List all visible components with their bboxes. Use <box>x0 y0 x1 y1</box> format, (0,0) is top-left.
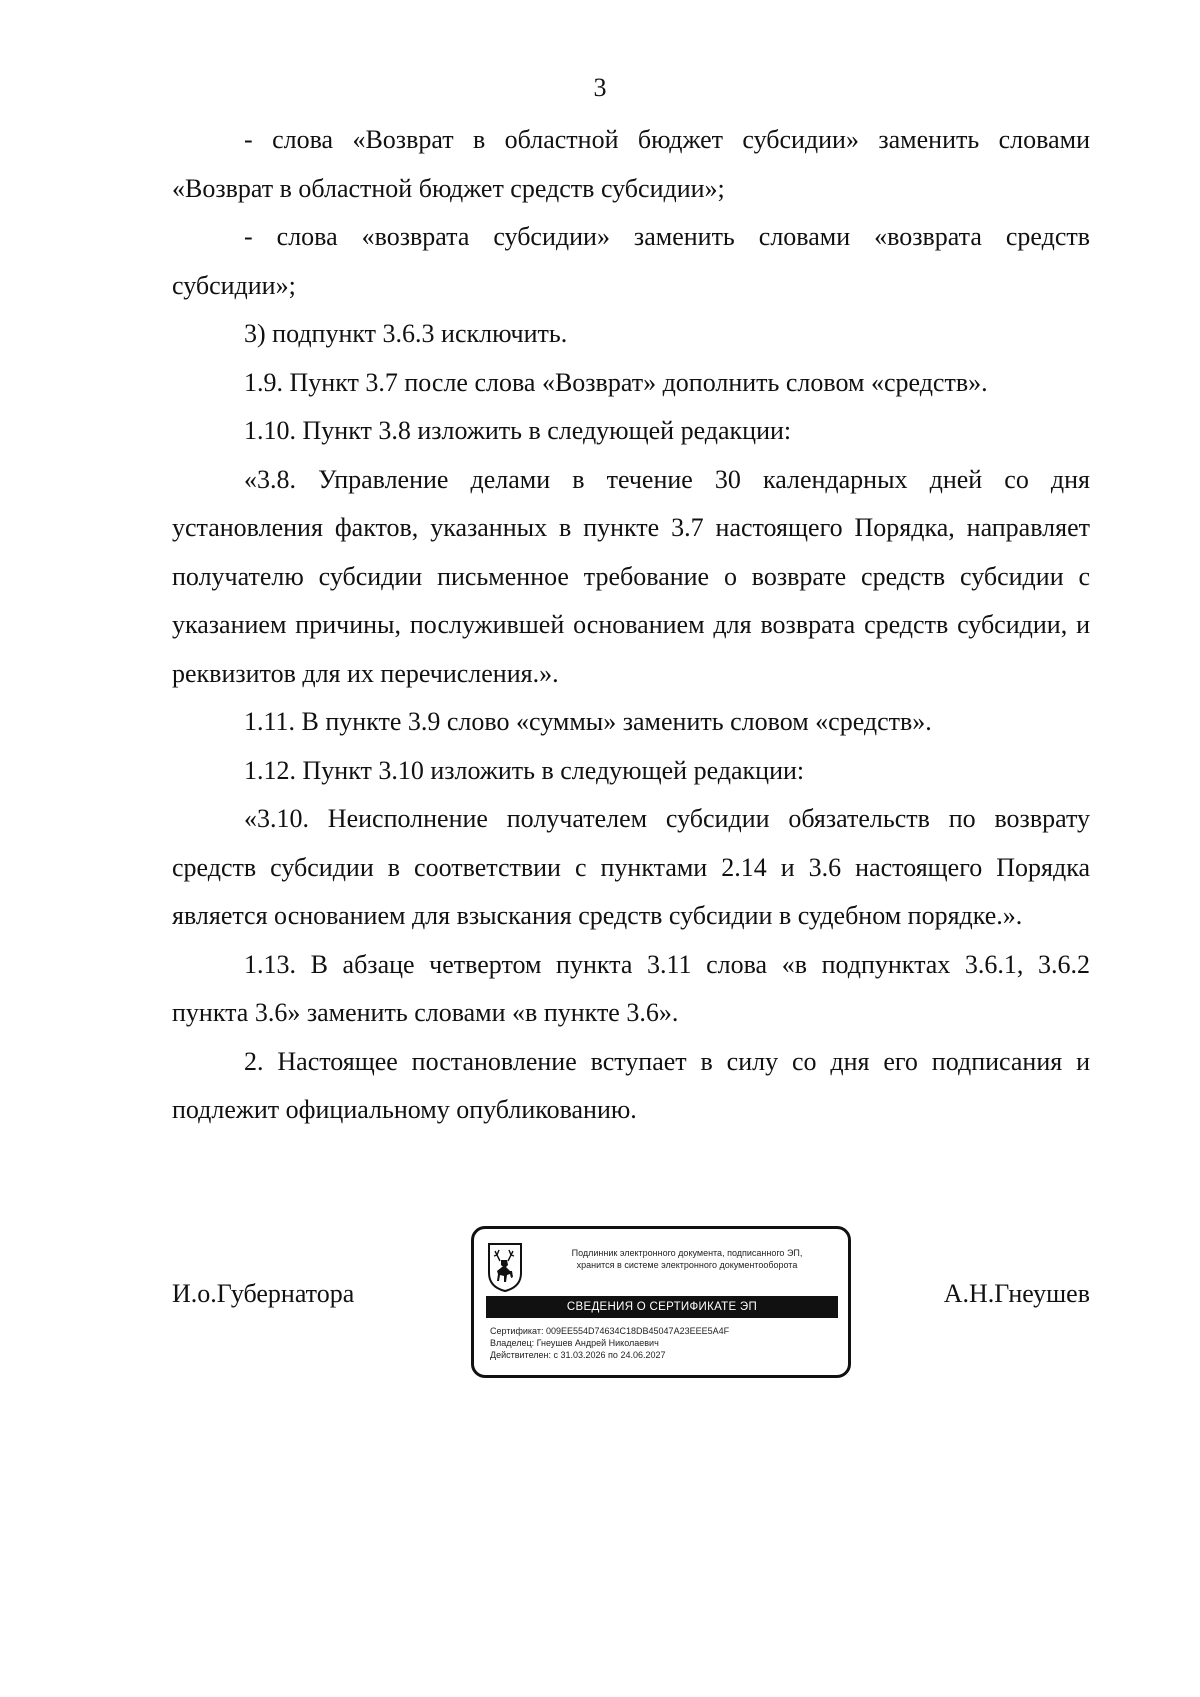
paragraph: 1.11. В пункте 3.9 слово «суммы» заменить словом «средств». <box>244 707 932 736</box>
paragraph: 1.12. Пункт 3.10 изложить в следующей редакции: <box>244 755 805 785</box>
paragraph: «3.8. Управление делами в течение 30 календарных дней со дня установления фактов, указанных в пункте 3.7 настоящего Порядка, направляет получателю субсидии письменное требование о возврате средств субсидии с указанием причины, послужившей основанием для возврата средств субсидии, и реквизитов для их перечисления.». <box>172 464 1090 688</box>
nizhny-novgorod-deer-emblem-icon <box>486 1241 524 1293</box>
paragraph: - слова «возврата субсидии» заменить словами «возврата средств субсидии»; <box>172 222 1090 300</box>
certificate-details <box>490 1325 838 1361</box>
document-body <box>172 116 1090 1135</box>
paragraph: - слова «Возврат в областной бюджет субсидии» заменить словами «Возврат в областной бюджет средств субсидии»; <box>172 125 1090 203</box>
paragraph: 3) подпункт 3.6.3 исключить. <box>244 319 568 348</box>
paragraph: 1.9. Пункт 3.7 после слова «Возврат» дополнить словом «средств». <box>244 367 988 397</box>
stamp-header <box>534 1247 840 1271</box>
certificate-owner: Владелец: Гнеушев Андрей Николаевич <box>490 1338 659 1348</box>
signer-title: И.о.Губернатора <box>172 1279 355 1308</box>
electronic-signature-stamp <box>471 1226 851 1378</box>
paragraph: «3.10. Неисполнение получателем субсидии обязательств по возврату средств субсидии в соответствии с пунктами 2.14 и 3.6 настоящего Порядка является основанием для взыскания средств субсидии в судебном порядке.». <box>172 804 1090 930</box>
stamp-header-line: Подлинник электронного документа, подписанного ЭП, <box>571 1248 803 1258</box>
paragraph: 1.13. В абзаце четвертом пункта 3.11 слова «в подпунктах 3.6.1, 3.6.2 пункта 3.6» заменить словами «в пункте 3.6». <box>172 949 1090 1027</box>
signer-name: А.Н.Гнеушев <box>943 1279 1090 1308</box>
certificate-info-bar: СВЕДЕНИЯ О СЕРТИФИКАТЕ ЭП <box>486 1296 838 1318</box>
paragraph: 1.10. Пункт 3.8 изложить в следующей редакции: <box>244 416 792 445</box>
paragraph: 2. Настоящее постановление вступает в силу со дня его подписания и подлежит официальному опубликованию. <box>172 1046 1090 1124</box>
page-number: 3 <box>593 73 607 102</box>
certificate-validity: Действителен: с 31.03.2026 по 24.06.2027 <box>490 1350 666 1360</box>
certificate-number: Сертификат: 009EE554D74634C18DB45047A23EEE5A4F <box>490 1326 730 1336</box>
stamp-header-line: хранится в системе электронного документооборота <box>576 1260 798 1270</box>
signature-block <box>172 1226 1090 1386</box>
